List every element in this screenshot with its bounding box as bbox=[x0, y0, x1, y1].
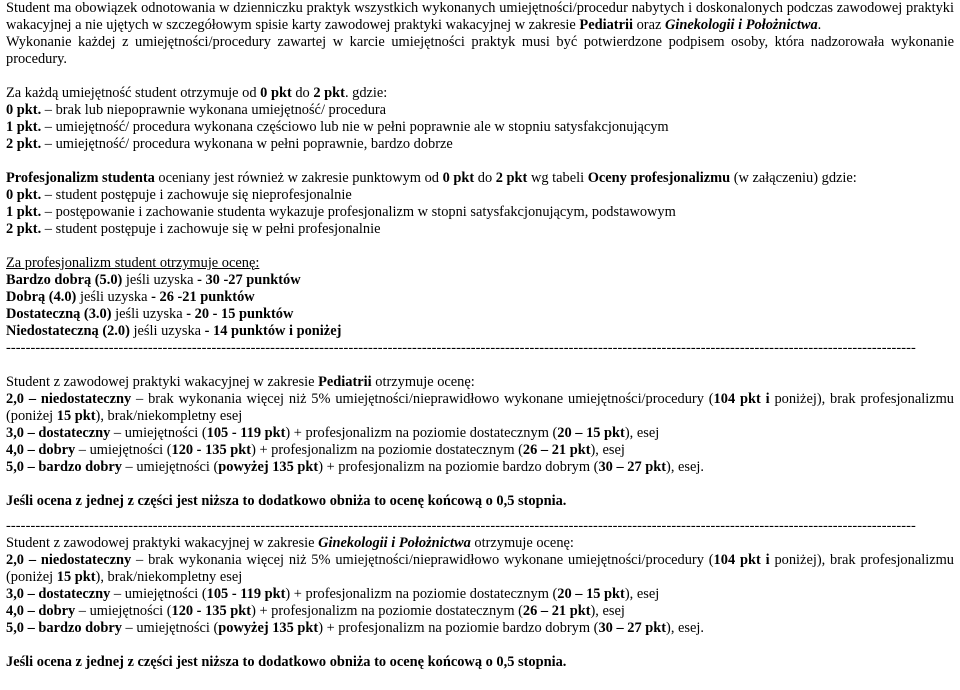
grade-points: powyżej 135 pkt bbox=[218, 620, 319, 636]
intro-text: Student ma obowiązek odnotowania w dzienniczku praktyk wszystkich wykonanych umiejętności/procedur nabytych i doskonalonych podczas zawodowej praktyki wakacyjnej a nie ujętych w szczegółowym spisie karty zawodowej praktyki wakacyjnej w zakresie bbox=[6, 0, 954, 33]
section-intro bbox=[6, 535, 954, 552]
section-subject: Ginekologii i Położnictwa bbox=[318, 535, 471, 551]
scoring-min: 0 pkt bbox=[260, 85, 292, 101]
grade-name: Dobrą (4.0) bbox=[6, 289, 77, 305]
grade-label: 2,0 – niedostateczny bbox=[6, 552, 132, 568]
grade-text: ), brak/niekompletny esej bbox=[95, 569, 243, 585]
grade-text: ), esej. bbox=[666, 620, 705, 636]
grade-text: ) + profesjonalizm na poziomie dostatecznym ( bbox=[285, 425, 558, 441]
grade-text: poniżej), brak profesjonalizmu (poniżej bbox=[6, 391, 954, 424]
grade-text: – umiejętności ( bbox=[121, 620, 219, 636]
grade-points: 26 – 21 pkt bbox=[522, 603, 591, 619]
skill-scoring-lead bbox=[6, 85, 954, 102]
grade-text: ) + profesjonalizm na poziomie dostatecznym ( bbox=[251, 603, 523, 619]
prof-points: 1 pkt. bbox=[6, 204, 42, 220]
grade-mid: jeśli uzyska bbox=[111, 306, 187, 322]
prof-desc: – postępowanie i zachowanie studenta wykazuje profesjonalizm w stopni satysfakcjonującym, podstawowym bbox=[41, 204, 676, 220]
scoring-points: 1 pkt. bbox=[6, 119, 42, 135]
grade-text: poniżej), brak profesjonalizmu (poniżej bbox=[6, 552, 954, 585]
scoring-desc: – umiejętność/ procedura wykonana częściowo lub nie w pełni poprawnie ale w stopniu satysfakcjonującym bbox=[41, 119, 669, 135]
separator-line: ------------------------------------------------------------------------------------------------------------------------------------------------------------------------------------------ bbox=[6, 340, 916, 356]
grade-text: ) + profesjonalizm na poziomie bardzo dobrym ( bbox=[318, 459, 599, 475]
grade-label: 4,0 – dobry bbox=[6, 442, 76, 458]
skill-scoring bbox=[6, 85, 954, 153]
grade-points: 30 – 27 pkt bbox=[598, 459, 667, 475]
scoring-desc: – brak lub niepoprawnie wykonana umiejętność/ procedura bbox=[41, 102, 387, 118]
section-intro-end: otrzymuje ocenę: bbox=[371, 374, 475, 390]
prof-lead-table-pre: wg tabeli bbox=[527, 170, 588, 186]
prof-min: 0 pkt bbox=[442, 170, 475, 186]
professionalism-scoring bbox=[6, 170, 954, 238]
grade-points: 15 pkt bbox=[56, 569, 96, 585]
grade-points: 105 - 119 pkt bbox=[206, 425, 286, 441]
grade-text: ), esej bbox=[624, 425, 660, 441]
prof-max: 2 pkt bbox=[495, 170, 528, 186]
prof-table-name: Oceny profesjonalizmu bbox=[587, 170, 731, 186]
scoring-row bbox=[6, 119, 954, 136]
grade-range: - 20 - 15 punktów bbox=[186, 306, 294, 322]
grade-label: 3,0 – dostateczny bbox=[6, 586, 111, 602]
grade-range: - 30 -27 punktów bbox=[197, 272, 301, 288]
grade-name: Bardzo dobrą (5.0) bbox=[6, 272, 123, 288]
section-intro bbox=[6, 374, 954, 391]
grade-label: 3,0 – dostateczny bbox=[6, 425, 111, 441]
grade-points: 105 - 119 pkt bbox=[206, 586, 286, 602]
scoring-lead-text: Za każdą umiejętność student otrzymuje od bbox=[6, 85, 261, 101]
grade-text: ), esej bbox=[590, 603, 625, 619]
grade-points: 20 – 15 pkt bbox=[557, 425, 625, 441]
final-grade-5 bbox=[6, 459, 954, 476]
section-intro-text: Student z zawodowej praktyki wakacyjnej w zakresie bbox=[6, 535, 319, 551]
grade-points: 20 – 15 pkt bbox=[557, 586, 625, 602]
grade-row bbox=[6, 272, 954, 289]
grade-text: ) + profesjonalizm na poziomie dostatecznym ( bbox=[251, 442, 523, 458]
prof-lead-end: (w załączeniu) gdzie: bbox=[730, 170, 857, 186]
professionalism-title: Profesjonalizm studenta bbox=[6, 170, 155, 186]
separator-line: ------------------------------------------------------------------------------------------------------------------------------------------------------------------------------------------ bbox=[6, 518, 916, 534]
scoring-max: 2 pkt bbox=[313, 85, 345, 101]
subject-gynecology: Ginekologii i Położnictwa bbox=[664, 17, 818, 33]
prof-row bbox=[6, 187, 954, 204]
final-grade-2 bbox=[6, 552, 954, 586]
final-grade-4 bbox=[6, 603, 954, 620]
intro-conjunction: oraz bbox=[632, 17, 665, 33]
grade-range: - 14 punktów i poniżej bbox=[204, 323, 342, 339]
grade-points: 15 pkt bbox=[56, 408, 96, 424]
grade-text: – brak wykonania więcej niż 5% umiejętności/nieprawidłowo wykonane umiejętności/procedury ( bbox=[131, 552, 714, 568]
grade-label: 4,0 – dobry bbox=[6, 603, 76, 619]
grade-text: – umiejętności ( bbox=[110, 586, 207, 602]
section-intro-end: otrzymuje ocenę: bbox=[470, 535, 574, 551]
grade-label: 2,0 – niedostateczny bbox=[6, 391, 132, 407]
final-grade-4 bbox=[6, 442, 954, 459]
penalty-note bbox=[6, 493, 954, 510]
final-grade-3 bbox=[6, 586, 954, 603]
grade-mid: jeśli uzyska bbox=[76, 289, 152, 305]
prof-lead-text: oceniany jest również w zakresie punktowym od bbox=[154, 170, 443, 186]
final-grade-5 bbox=[6, 620, 954, 637]
grade-row bbox=[6, 289, 954, 306]
grade-points: 104 pkt i bbox=[713, 552, 770, 568]
final-grade-2 bbox=[6, 391, 954, 425]
grades-heading bbox=[6, 255, 954, 272]
grade-points: 120 - 135 pkt bbox=[171, 603, 252, 619]
scoring-desc: – umiejętność/ procedura wykonana w pełni poprawnie, bardzo dobrze bbox=[41, 136, 453, 152]
grade-text: ), esej. bbox=[666, 459, 705, 475]
penalty-note bbox=[6, 654, 954, 671]
grade-mid: jeśli uzyska bbox=[129, 323, 205, 339]
grade-text: ) + profesjonalizm na poziomie dostatecznym ( bbox=[285, 586, 558, 602]
professionalism-grades bbox=[6, 255, 954, 340]
prof-lead-to: do bbox=[474, 170, 496, 186]
grade-text: ), brak/niekompletny esej bbox=[95, 408, 243, 424]
grades-heading-text: Za profesjonalizm student otrzymuje ocenę: bbox=[6, 255, 260, 271]
prof-desc: – student postępuje i zachowuje się w pełni profesjonalnie bbox=[41, 221, 381, 237]
scoring-lead-to: do bbox=[291, 85, 314, 101]
intro-period: . bbox=[817, 17, 822, 33]
subject-pediatrics: Pediatrii bbox=[579, 17, 633, 33]
grade-points: 26 – 21 pkt bbox=[522, 442, 591, 458]
grade-text: ) + profesjonalizm na poziomie bardzo dobrym ( bbox=[318, 620, 599, 636]
scoring-row bbox=[6, 136, 954, 153]
professionalism-lead bbox=[6, 170, 954, 187]
pediatrics-grading bbox=[6, 374, 954, 510]
grade-points: 30 – 27 pkt bbox=[598, 620, 667, 636]
prof-row bbox=[6, 204, 954, 221]
section-subject: Pediatrii bbox=[318, 374, 372, 390]
final-grade-3 bbox=[6, 425, 954, 442]
prof-points: 0 pkt. bbox=[6, 187, 42, 203]
prof-row bbox=[6, 221, 954, 238]
prof-points: 2 pkt. bbox=[6, 221, 42, 237]
grade-text: – umiejętności ( bbox=[110, 425, 207, 441]
prof-desc: – student postępuje i zachowuje się nieprofesjonalnie bbox=[41, 187, 352, 203]
grade-text: ), esej bbox=[590, 442, 625, 458]
grade-row bbox=[6, 323, 954, 340]
grade-points: 104 pkt i bbox=[713, 391, 770, 407]
grade-text: – umiejętności ( bbox=[121, 459, 219, 475]
grade-text: – umiejętności ( bbox=[75, 603, 172, 619]
grade-points: powyżej 135 pkt bbox=[218, 459, 319, 475]
grade-name: Dostateczną (3.0) bbox=[6, 306, 112, 322]
grade-label: 5,0 – bardzo dobry bbox=[6, 620, 122, 636]
signature-requirement: Wykonanie każdej z umiejętności/procedury zawartej w karcie umiejętności praktyk musi być potwierdzone podpisem osoby, która nadzorowała wykonanie procedury. bbox=[6, 34, 954, 67]
grade-text: – brak wykonania więcej niż 5% umiejętności/nieprawidłowo wykonane umiejętności/procedury ( bbox=[131, 391, 714, 407]
grade-row bbox=[6, 306, 954, 323]
intro-paragraph bbox=[6, 0, 954, 34]
grade-text: – umiejętności ( bbox=[75, 442, 172, 458]
penalty-note-text: Jeśli ocena z jednej z części jest niższa to dodatkowo obniża to ocenę końcową o 0,5 stopnia. bbox=[6, 493, 567, 509]
scoring-points: 0 pkt. bbox=[6, 102, 42, 118]
scoring-row bbox=[6, 102, 954, 119]
grade-range: - 26 -21 punktów bbox=[151, 289, 255, 305]
scoring-lead-end: . gdzie: bbox=[344, 85, 388, 101]
grade-mid: jeśli uzyska bbox=[122, 272, 198, 288]
grade-label: 5,0 – bardzo dobry bbox=[6, 459, 122, 475]
grade-text: ), esej bbox=[624, 586, 660, 602]
grade-points: 120 - 135 pkt bbox=[171, 442, 252, 458]
grade-name: Niedostateczną (2.0) bbox=[6, 323, 130, 339]
penalty-note-text: Jeśli ocena z jednej z części jest niższa to dodatkowo obniża to ocenę końcową o 0,5 stopnia. bbox=[6, 654, 567, 670]
section-intro-text: Student z zawodowej praktyki wakacyjnej w zakresie bbox=[6, 374, 319, 390]
gynecology-grading bbox=[6, 535, 954, 671]
scoring-points: 2 pkt. bbox=[6, 136, 42, 152]
